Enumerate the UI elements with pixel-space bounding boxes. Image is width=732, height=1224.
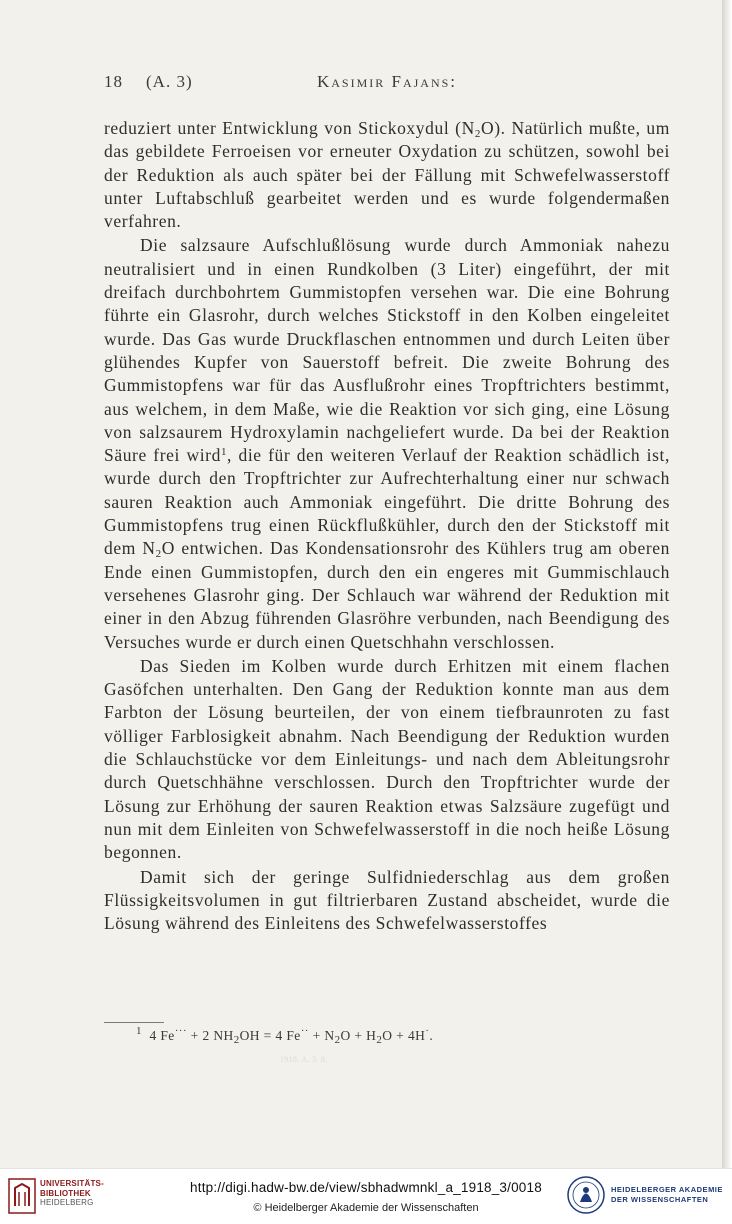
footnote-part: OH = 4 Fe bbox=[239, 1028, 301, 1043]
subscript: 2 bbox=[474, 128, 481, 140]
running-head bbox=[104, 72, 670, 94]
charge-mark: · bbox=[425, 1025, 430, 1037]
paragraph-1-part: O). Natürlich mußte, um das gebildete Ferroeisen vor erneuter Oxydation zu schützen, sowohl bei der Reduktion als auch später bei der Fällung mit Schwefelwasserstoff unter Luftabschluß gearbeitet werden und es wurde folgendermaßen verfahren. bbox=[104, 118, 670, 232]
subscript: 2 bbox=[376, 1034, 383, 1046]
author-name: Kasimir Fajans: bbox=[316, 72, 458, 91]
page-edge bbox=[722, 0, 732, 1168]
academy-seal-icon bbox=[566, 1175, 606, 1215]
institution-line: DER WISSENSCHAFTEN bbox=[611, 1195, 709, 1204]
institution-line: BIBLIOTHEK bbox=[40, 1188, 91, 1198]
footnote-part: 4 Fe bbox=[149, 1028, 175, 1043]
section-label: (A. 3) bbox=[146, 72, 193, 91]
viewer-footer bbox=[0, 1168, 732, 1224]
show-through-text: 1918. A. 3. 8. bbox=[280, 1055, 328, 1064]
paragraph-1 bbox=[104, 117, 670, 233]
paragraph-3: Das Sieden im Kolben wurde durch Erhitzen mit einem flachen Gasöfchen unterhalten. Den Gang der Reduktion konnte man aus dem Farbton der Lösung beurteilen, der von einem tiefbraunroten zu fast völliger Farblosigkeit abnahm. Nach Beendigung der Reduktion wurden die Schlauchstücke vor dem Einleitungs- und nach dem Ableitungsrohr durch Quetschhähne verschlossen. Durch den Tropftrichter wurde der Lösung zur Erhöhung der sauren Reaktion etwas Salzsäure zugefügt und nun mit dem Einleiten von Schwefelwasserstoff in die noch heiße Lösung begonnen. bbox=[104, 655, 670, 863]
footnote bbox=[136, 1027, 676, 1045]
body-text bbox=[104, 117, 670, 935]
paragraph-2-part: O entwichen. Das Kondensationsrohr des Kühlers trug am oberen Ende einen Gummistopfen, durch den ein engeres mit Gummischlauch versehenes Glasrohr ging. Der Schlauch war während der Reduktion mit einer in den Abzug führenden Glasröhre verbunden, nach Beendigung des Versuches wurde er durch einen Quetschhahn verschlossen. bbox=[104, 538, 670, 652]
footnote-part: + N bbox=[308, 1028, 335, 1043]
paragraph-2 bbox=[104, 234, 670, 653]
footnote-ref: 1 bbox=[220, 446, 228, 459]
academy-name bbox=[611, 1185, 723, 1205]
paragraph-4: Damit sich der geringe Sulfidniederschlag aus dem großen Flüssigkeitsvolumen in gut filtrierbaren Zustand abscheidet, wurde die Lösung während des Einleitens des Schwefelwasserstoffes bbox=[104, 866, 670, 934]
footnote-part: . bbox=[429, 1028, 434, 1043]
subscript: 2 bbox=[155, 548, 162, 561]
institution-line: HEIDELBERGER AKADEMIE bbox=[611, 1185, 723, 1194]
footnote-part: + 2 NH bbox=[186, 1028, 234, 1043]
footnote-marker: 1 bbox=[136, 1025, 142, 1037]
institution-line: HEIDELBERG bbox=[40, 1198, 94, 1207]
institution-line: UNIVERSITÄTS- bbox=[40, 1179, 104, 1188]
document-url[interactable]: http://digi.hadw-bw.de/view/sbhadwmnkl_a_1918_3/0018 bbox=[190, 1180, 542, 1195]
paragraph-1-part: reduziert unter Entwicklung von Stickoxydul (N bbox=[104, 118, 475, 138]
footnote-part: O + H bbox=[340, 1028, 377, 1043]
footnote-rule bbox=[104, 1022, 164, 1023]
charge-mark: ··· bbox=[174, 1025, 187, 1037]
footnote-part: O + 4H bbox=[382, 1028, 426, 1043]
subscript: 2 bbox=[233, 1034, 240, 1046]
copyright-notice: © Heidelberger Akademie der Wissenschaften bbox=[253, 1202, 479, 1214]
subscript: 2 bbox=[334, 1034, 341, 1046]
paragraph-2-part: Die salzsaure Aufschlußlösung wurde durch Ammoniak nahezu neutralisiert und in einen Rundkolben (3 Liter) eingeführt, der mit dreifach durchbohrtem Gummistopfen versehen war. Die eine Bohrung führte ein Glasrohr, durch welches Stickstoff in den Kolben eingeleitet wurde. Das Gas wurde Druckflaschen entnommen und durch Leiten über glühendes Kupfer von Sauerstoff befreit. Die zweite Bohrung des Gummistopfens war für das Ausflußrohr eines Tropftrichters bestimmt, aus welchem, in dem Maße, wie die Reaktion vor sich ging, eine Lösung von salzsaurem Hydroxylamin nachgeliefert wurde. Da bei der Reaktion Säure frei wird bbox=[104, 235, 670, 466]
page-number: 18 bbox=[104, 72, 123, 91]
paragraph-2-part: , die für den weiteren Verlauf der Reaktion schädlich ist, wurde durch den Tropftrichter zur Aufrechterhaltung einer nur schwach sauren Reaktion auch Ammoniak eingeführt. Die dritte Bohrung des Gummistopfens trug einen Rückflußkühler, durch den der Stickstoff mit dem N bbox=[104, 445, 670, 559]
charge-mark: ·· bbox=[300, 1025, 309, 1037]
